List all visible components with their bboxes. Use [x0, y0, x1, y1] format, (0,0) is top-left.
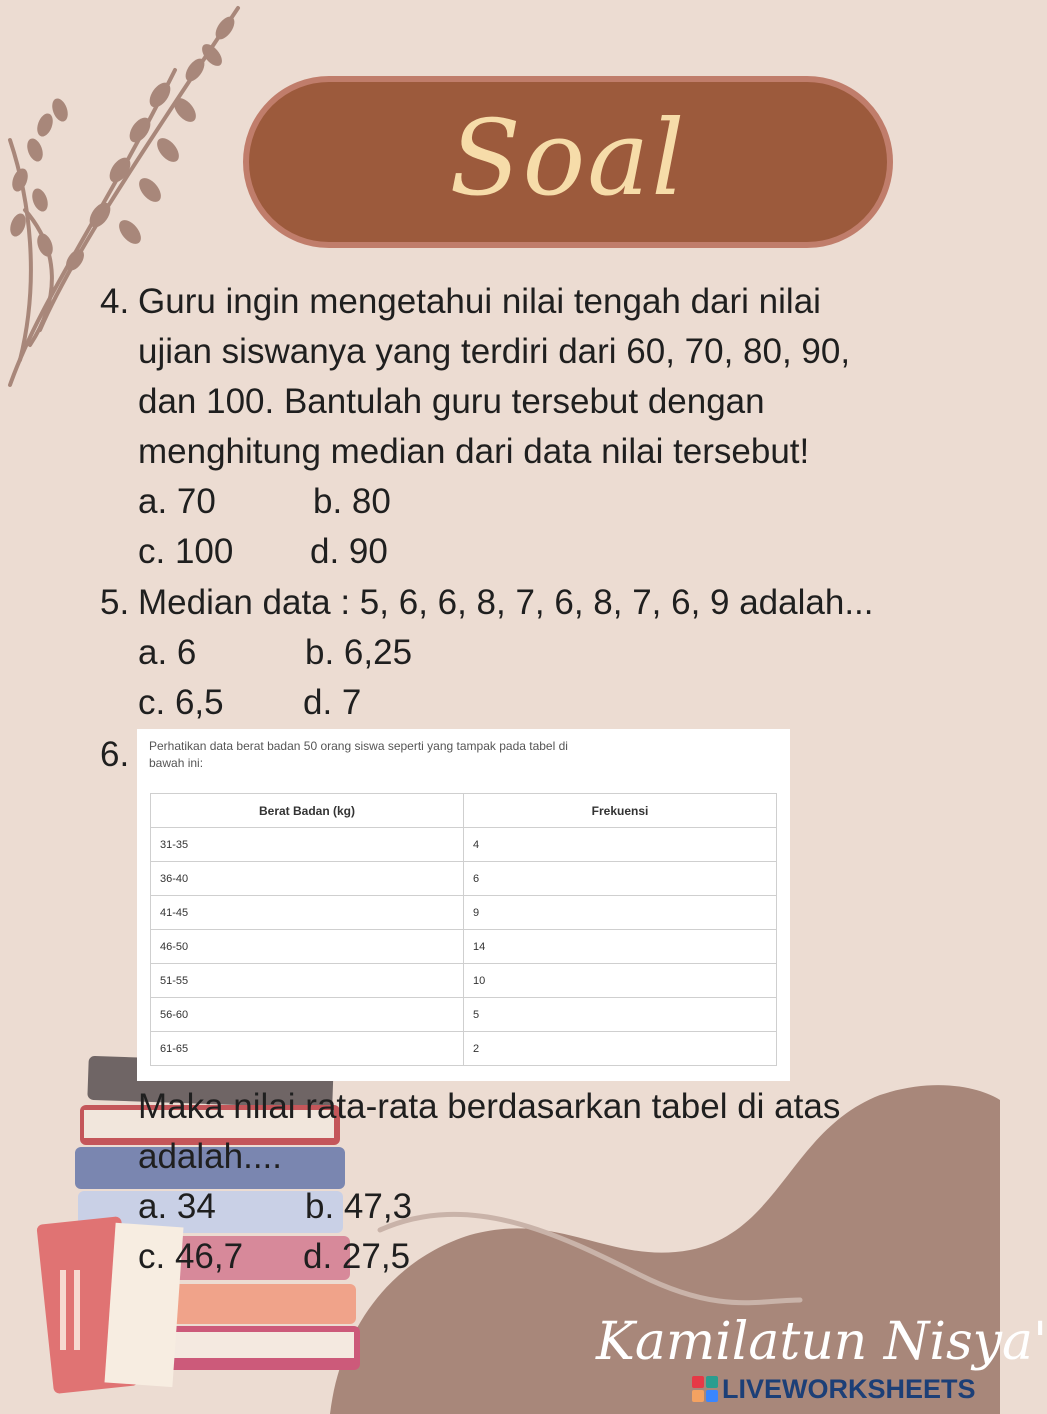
- table-row: [151, 998, 777, 1032]
- question-text-line: dan 100. Bantulah guru tersebut dengan: [138, 382, 765, 421]
- frequency-cell: 10: [464, 964, 777, 998]
- question-text-line: Maka nilai rata-rata berdasarkan tabel di atas: [138, 1087, 841, 1126]
- table-row: [151, 828, 777, 862]
- page-title: Soal: [449, 97, 687, 219]
- answer-option-c[interactable]: c. 6,5: [138, 683, 224, 722]
- table-row: [151, 964, 777, 998]
- answer-option-c[interactable]: c. 46,7: [138, 1237, 244, 1276]
- column-header-weight: Berat Badan (kg): [151, 794, 464, 828]
- frequency-cell: 4: [464, 828, 777, 862]
- answer-option-a[interactable]: a. 6: [138, 633, 197, 672]
- question-number: 6.: [100, 735, 130, 774]
- answer-option-b[interactable]: b. 6,25: [305, 633, 413, 672]
- question-number: 5.: [100, 583, 130, 622]
- table-intro-text: Perhatikan data berat badan 50 orang siswa seperti yang tampak pada tabel di bawah ini:: [149, 739, 568, 770]
- brand-name: LIVEWORKSHEETS: [722, 1373, 976, 1404]
- question-6: [0, 1082, 1000, 1282]
- question-text-line: adalah....: [138, 1137, 282, 1176]
- liveworksheets-logo-icon: [692, 1376, 718, 1402]
- frequency-cell: 14: [464, 930, 777, 964]
- frequency-cell: 5: [464, 998, 777, 1032]
- answer-option-b[interactable]: b. 47,3: [305, 1187, 413, 1226]
- answer-option-d[interactable]: d. 7: [303, 683, 362, 722]
- author-signature: Kamilatun Nisya': [596, 1312, 1047, 1372]
- table-header-row: [151, 794, 777, 828]
- weight-cell: 41-45: [151, 896, 464, 930]
- title-banner: [243, 76, 893, 248]
- weight-cell: 36-40: [151, 862, 464, 896]
- weight-cell: 51-55: [151, 964, 464, 998]
- question-number: 4.: [100, 282, 130, 321]
- answer-option-d[interactable]: d. 27,5: [303, 1237, 411, 1276]
- weight-cell: 31-35: [151, 828, 464, 862]
- table-row: [151, 1032, 777, 1066]
- frequency-cell: 9: [464, 896, 777, 930]
- column-header-frequency: Frekuensi: [464, 794, 777, 828]
- question-text-line: ujian siswanya yang terdiri dari 60, 70, 80, 90,: [138, 332, 851, 371]
- question-6-number-wrap: [0, 730, 140, 780]
- weight-table-card: [137, 729, 790, 1081]
- question-text-line: menghitung median dari data nilai tersebut!: [138, 432, 810, 471]
- weight-frequency-table: [150, 793, 777, 1066]
- answer-option-d[interactable]: d. 90: [310, 532, 388, 571]
- liveworksheets-brand[interactable]: [692, 1372, 976, 1406]
- question-4: [0, 277, 1000, 577]
- table-row: [151, 896, 777, 930]
- weight-cell: 56-60: [151, 998, 464, 1032]
- answer-option-a[interactable]: a. 34: [138, 1187, 216, 1226]
- answer-option-c[interactable]: c. 100: [138, 532, 234, 571]
- question-text-line: Median data : 5, 6, 6, 8, 7, 6, 8, 7, 6, 9 adalah...: [138, 583, 874, 622]
- question-text-line: Guru ingin mengetahui nilai tengah dari nilai: [138, 282, 821, 321]
- frequency-cell: 6: [464, 862, 777, 896]
- table-row: [151, 930, 777, 964]
- table-row: [151, 862, 777, 896]
- answer-option-b[interactable]: b. 80: [313, 482, 391, 521]
- frequency-cell: 2: [464, 1032, 777, 1066]
- weight-cell: 46-50: [151, 930, 464, 964]
- answer-option-a[interactable]: a. 70: [138, 482, 216, 521]
- weight-cell: 61-65: [151, 1032, 464, 1066]
- question-5: [0, 578, 1000, 728]
